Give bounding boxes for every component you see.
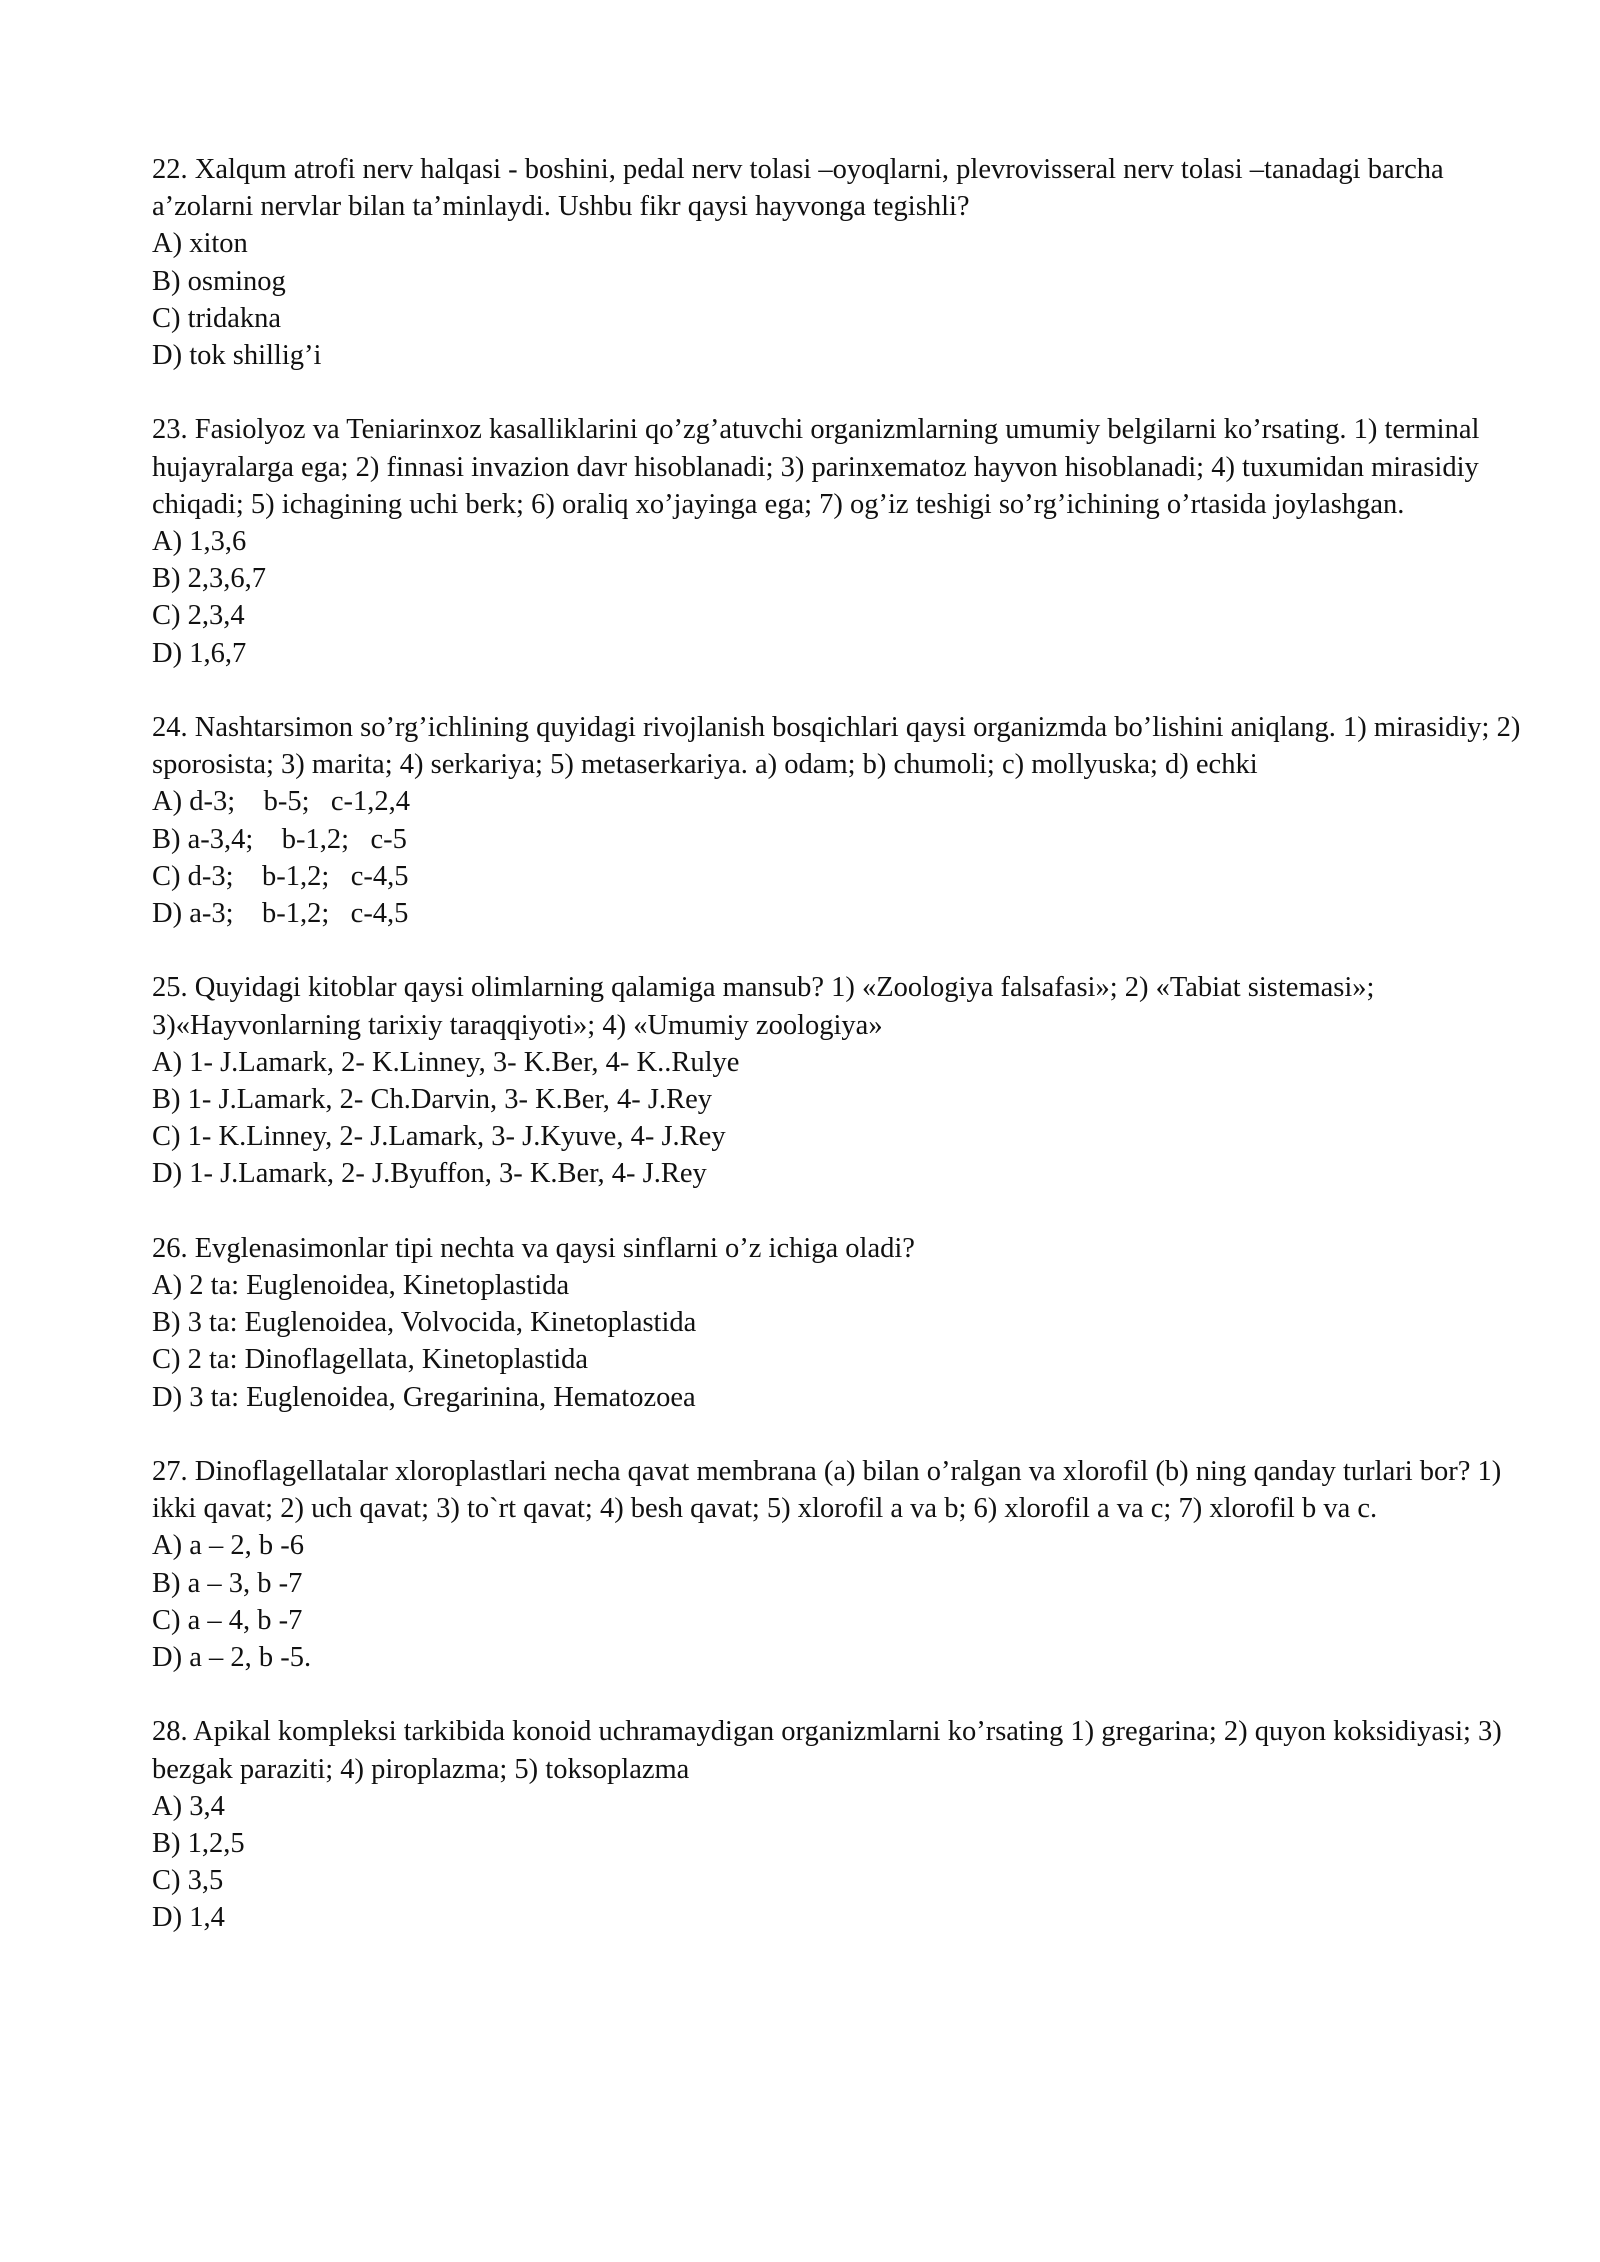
answer-option-c: C) 2,3,4 bbox=[152, 600, 245, 632]
answer-option-c: C) 1- K.Linney, 2- J.Lamark, 3- J.Kyuve, 4- J.Rey bbox=[152, 1121, 726, 1153]
answer-option-c: C) 3,5 bbox=[152, 1865, 224, 1897]
question-28 bbox=[152, 1713, 1532, 1936]
question-stem: 22. Xalqum atrofi nerv halqasi - boshini, pedal nerv tolasi –oyoqlarni, plevrovisseral nerv tolasi –tanadagi barcha a’zolarni nervlar bilan ta’minlaydi. Ushbu fikr qaysi hayvonga tegishli? bbox=[152, 154, 1444, 223]
answer-option-b: B) a – 3, b -7 bbox=[152, 1567, 303, 1599]
question-stem: 25. Quyidagi kitoblar qaysi olimlarning qalamiga mansub? 1) «Zoologiya falsafasi»; 2) «Tabiat sistemasi»; 3)«Hayvonlarning tarixiy taraqqiyoti»; 4) «Umumiy zoologiya» bbox=[152, 972, 1375, 1041]
answer-option-a: A) 1,3,6 bbox=[152, 526, 247, 558]
question-25 bbox=[152, 969, 1532, 1192]
answer-option-d: D) a – 2, b -5. bbox=[152, 1642, 312, 1674]
answer-option-a: A) 2 ta: Euglenoidea, Kinetoplastida bbox=[152, 1270, 570, 1302]
question-27 bbox=[152, 1453, 1532, 1676]
question-26 bbox=[152, 1230, 1532, 1416]
answer-option-a: A) 3,4 bbox=[152, 1790, 225, 1822]
answer-option-c: C) d-3; b-1,2; c-4,5 bbox=[152, 860, 409, 892]
answer-option-c: C) tridakna bbox=[152, 302, 282, 334]
answer-option-d: D) 1,6,7 bbox=[152, 637, 247, 669]
question-stem: 28. Apikal kompleksi tarkibida konoid uchramaydigan organizmlarni ko’rsating 1) gregarina; 2) quyon koksidiyasi; 3) bezgak paraziti; 4) piroplazma; 5) toksoplazma bbox=[152, 1716, 1502, 1785]
question-22 bbox=[152, 151, 1532, 374]
question-stem: 24. Nashtarsimon so’rg’ichlining quyidagi rivojlanish bosqichlari qaysi organizmda bo’lishini aniqlang. 1) mirasidiy; 2) sporosista; 3) marita; 4) serkariya; 5) metaserkariya. a) odam; b) chumoli; c) mollyuska; d) echki bbox=[152, 712, 1521, 781]
answer-option-a: A) 1- J.Lamark, 2- K.Linney, 3- K.Ber, 4- K..Rulye bbox=[152, 1046, 740, 1078]
question-stem: 27. Dinoflagellatalar xloroplastlari necha qavat membrana (a) bilan o’ralgan va xlorofil (b) ning qanday turlari bor? 1) ikki qavat; 2) uch qavat; 3) to`rt qavat; 4) besh qavat; 5) xlorofil a va b; 6) xlorofil a va c; 7) xlorofil b va c. bbox=[152, 1456, 1502, 1525]
answer-option-b: B) 1- J.Lamark, 2- Ch.Darvin, 3- K.Ber, 4- J.Rey bbox=[152, 1084, 713, 1116]
answer-option-d: D) 3 ta: Euglenoidea, Gregarinina, Hematozoea bbox=[152, 1381, 696, 1413]
question-stem: 26. Evglenasimonlar tipi nechta va qaysi sinflarni o’z ichiga oladi? bbox=[152, 1232, 915, 1264]
answer-option-b: B) osminog bbox=[152, 265, 286, 297]
answer-option-b: B) 3 ta: Euglenoidea, Volvocida, Kinetoplastida bbox=[152, 1307, 697, 1339]
answer-option-a: A) a – 2, b -6 bbox=[152, 1530, 304, 1562]
question-23 bbox=[152, 411, 1532, 671]
answer-option-c: C) 2 ta: Dinoflagellata, Kinetoplastida bbox=[152, 1344, 589, 1376]
answer-option-d: D) 1- J.Lamark, 2- J.Byuffon, 3- K.Ber, 4- J.Rey bbox=[152, 1158, 707, 1190]
answer-option-b: B) 2,3,6,7 bbox=[152, 563, 266, 595]
answer-option-d: D) 1,4 bbox=[152, 1902, 225, 1934]
answer-option-b: B) a-3,4; b-1,2; c-5 bbox=[152, 823, 407, 855]
answer-option-d: D) tok shillig’i bbox=[152, 340, 322, 372]
question-stem: 23. Fasiolyoz va Teniarinxoz kasalliklarini qo’zg’atuvchi organizmlarning umumiy belgilarni ko’rsating. 1) terminal hujayralarga ega; 2) finnasi invazion davr hisoblanadi; 3) parinxematoz hayvon hisoblanadi; 4) tuxumidan mirasidiy chiqadi; 5) ichagining uchi berk; 6) oraliq xo’jayinga ega; 7) og’iz teshigi so’rg’ichining o’rtasida joylashgan. bbox=[152, 414, 1480, 520]
answer-option-b: B) 1,2,5 bbox=[152, 1828, 245, 1860]
answer-option-d: D) a-3; b-1,2; c-4,5 bbox=[152, 898, 409, 930]
question-24 bbox=[152, 709, 1532, 932]
document-page bbox=[152, 151, 1532, 1974]
answer-option-c: C) a – 4, b -7 bbox=[152, 1604, 303, 1636]
answer-option-a: A) xiton bbox=[152, 228, 248, 260]
answer-option-a: A) d-3; b-5; c-1,2,4 bbox=[152, 786, 411, 818]
